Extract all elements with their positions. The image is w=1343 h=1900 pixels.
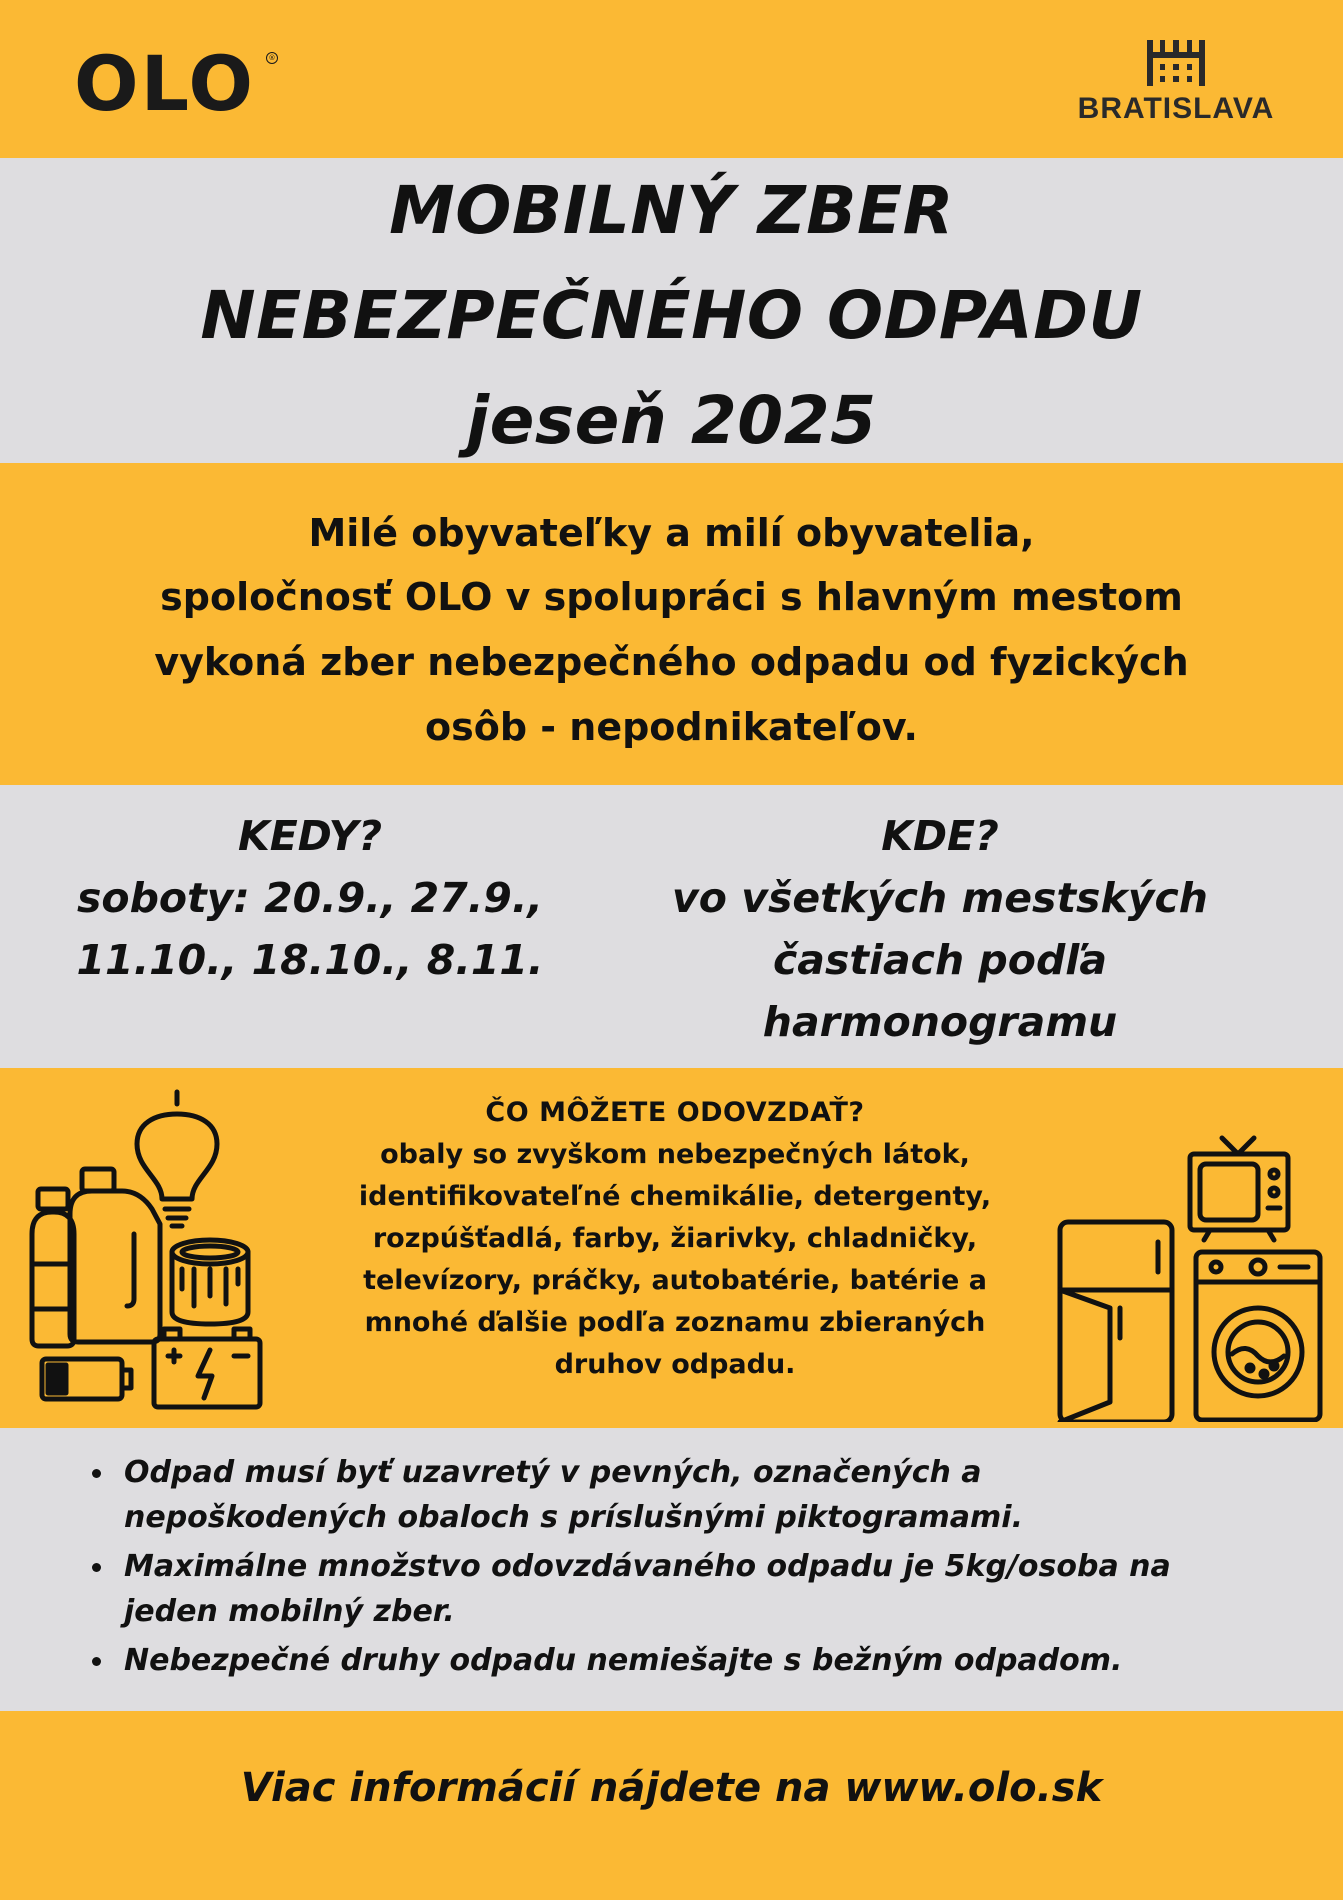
- intro-line-2: spoločnosť OLO v spolupráci s hlavným mestom: [160, 575, 1183, 619]
- hazardous-items-icon-group: [22, 1084, 272, 1414]
- olo-logo: OLO: [74, 39, 255, 128]
- bratislava-wordmark: BRATISLAVA: [1077, 92, 1275, 125]
- where-line-2: častiach podľa: [772, 936, 1108, 984]
- what-line-2: identifikovateľné chemikálie, detergenty,: [358, 1181, 992, 1212]
- page-title-line-2: NEBEZPEČNÉHO ODPADU: [200, 277, 1143, 354]
- refrigerator-icon: [1060, 1222, 1172, 1422]
- washing-machine-icon: [1196, 1252, 1320, 1420]
- what-line-3: rozpúšťadlá, farby, žiarivky, chladničky,: [372, 1223, 978, 1254]
- television-icon: [1190, 1138, 1288, 1240]
- where-heading: KDE?: [881, 812, 999, 860]
- appliances-icon-group: [1050, 1112, 1330, 1422]
- rule-text-continued: nepoškodených obaloch s príslušnými piktogramami.: [124, 1500, 1023, 1535]
- intro-line-3: vykoná zber nebezpečného odpadu od fyzických: [154, 640, 1189, 684]
- when-dates-line-2: 11.10., 18.10., 8.11.: [76, 936, 544, 984]
- bratislava-logo: [1061, 40, 1291, 126]
- intro-line-4: osôb - nepodnikateľov.: [425, 705, 918, 749]
- intro-section: [0, 463, 1343, 785]
- what-text-block: [280, 1092, 1070, 1386]
- what-line-6: druhov odpadu.: [554, 1349, 796, 1380]
- registered-mark: ®: [266, 52, 278, 64]
- when-heading: KEDY?: [237, 812, 383, 860]
- what-line-4: televízory, práčky, autobatérie, batérie a: [363, 1265, 987, 1296]
- page-title-line-1: MOBILNÝ ZBER: [389, 172, 954, 249]
- detergent-bottle-icon: [70, 1169, 160, 1342]
- rule-item: [92, 1544, 1312, 1634]
- when-where-section: [0, 785, 1343, 1068]
- rule-text: Odpad musí byť uzavretý v pevných, označených a: [124, 1455, 982, 1490]
- bratislava-castle-icon: [1145, 40, 1207, 86]
- car-battery-icon: [154, 1329, 260, 1407]
- where-line-3: harmonogramu: [762, 998, 1118, 1046]
- intro-greeting: Milé obyvateľky a milí obyvatelia,: [308, 511, 1035, 555]
- footer-more-info-link[interactable]: Viac informácií nájdete na www.olo.sk: [240, 1765, 1103, 1811]
- footer: [0, 1711, 1343, 1900]
- what-line-5: mnohé ďalšie podľa zoznamu zbieraných: [364, 1307, 986, 1338]
- page-title-season: jeseň 2025: [466, 382, 877, 459]
- what-line-1: obaly so zvyškom nebezpečných látok,: [380, 1139, 970, 1170]
- paint-can-icon: [172, 1240, 248, 1324]
- where-line-1: vo všetkých mestských: [672, 874, 1208, 922]
- battery-icon: [42, 1359, 131, 1399]
- rule-item: [92, 1638, 1312, 1683]
- rules-section: [0, 1428, 1343, 1711]
- header: [0, 0, 1343, 158]
- rule-text: Maximálne množstvo odovzdávaného odpadu je 5kg/osoba na: [124, 1549, 1171, 1584]
- what-section: [0, 1068, 1343, 1428]
- rule-item: [92, 1450, 1312, 1540]
- when-block: [20, 805, 600, 991]
- rule-text-continued: jeden mobilný zber.: [124, 1594, 455, 1629]
- rules-list: [92, 1450, 1312, 1687]
- where-block: [640, 805, 1240, 1053]
- rule-text: Nebezpečné druhy odpadu nemiešajte s bežným odpadom.: [124, 1643, 1123, 1678]
- what-heading: ČO MÔŽETE ODOVZDAŤ?: [485, 1097, 865, 1128]
- when-dates-line-1: soboty: 20.9., 27.9.,: [77, 874, 543, 922]
- title-section: [0, 158, 1343, 463]
